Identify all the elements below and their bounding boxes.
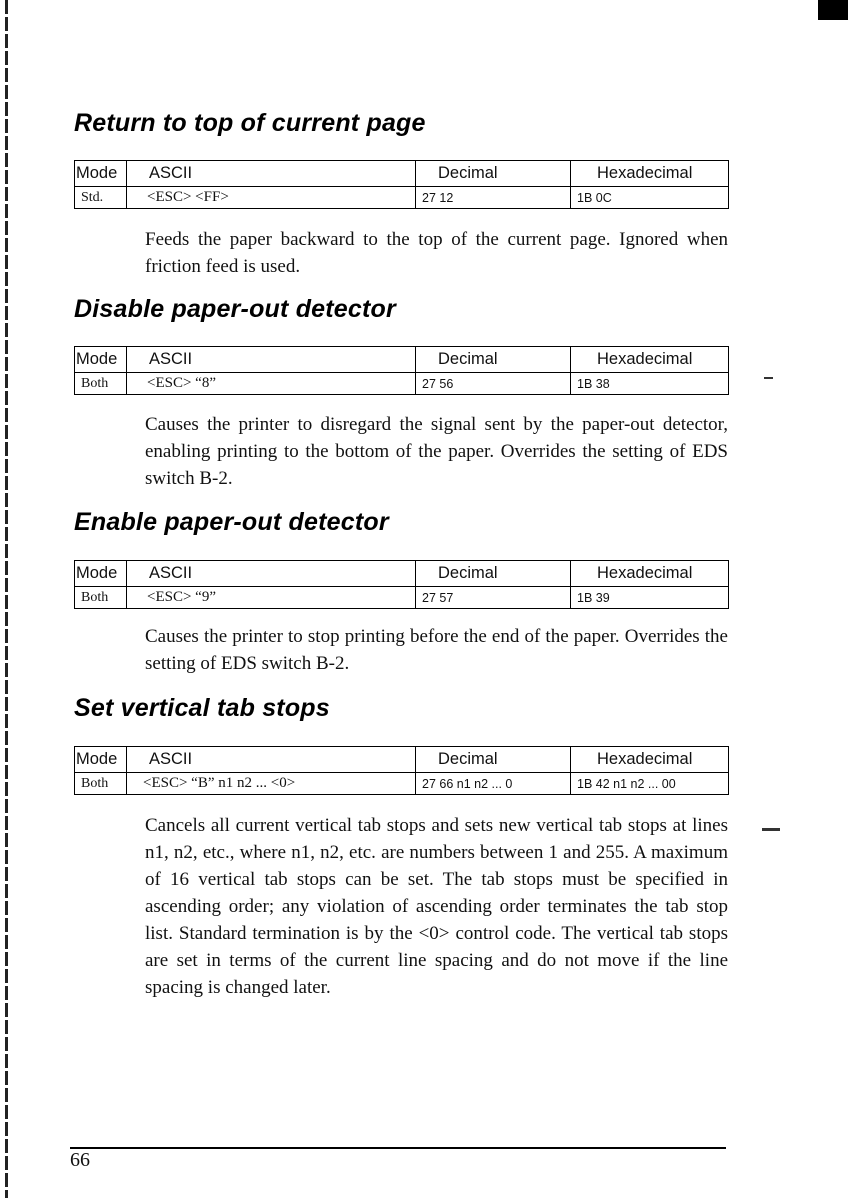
table-row: [75, 587, 729, 609]
section-set-vertical-tab-stops: [74, 691, 728, 998]
mode-cell: Both: [75, 373, 127, 395]
header-ascii: ASCII: [127, 161, 416, 187]
command-table: [74, 560, 729, 609]
header-mode: Mode: [75, 161, 127, 187]
section-title: Return to top of current page: [74, 109, 426, 137]
mode-cell: Std.: [75, 187, 127, 209]
header-ascii: ASCII: [127, 347, 416, 373]
command-table: [74, 746, 729, 795]
table-header-row: [75, 561, 729, 587]
section-title: Enable paper-out detector: [74, 508, 389, 536]
decimal-cell: 27 57: [416, 587, 571, 609]
command-table: [74, 346, 729, 395]
decimal-cell: 27 56: [416, 373, 571, 395]
header-mode: Mode: [75, 561, 127, 587]
header-decimal: Decimal: [416, 747, 571, 773]
header-hexadecimal: Hexadecimal: [571, 747, 729, 773]
command-table: [74, 160, 729, 209]
ascii-cell: <ESC> “B” n1 n2 ... <0>: [127, 773, 416, 795]
header-decimal: Decimal: [416, 561, 571, 587]
decimal-cell: 27 66 n1 n2 ... 0: [416, 773, 571, 795]
hex-cell: 1B 0C: [571, 187, 729, 209]
mode-cell: Both: [75, 587, 127, 609]
ascii-cell: <ESC> <FF>: [127, 187, 416, 209]
margin-tick: [764, 377, 773, 379]
hex-cell: 1B 39: [571, 587, 729, 609]
table-row: [75, 187, 729, 209]
header-ascii: ASCII: [127, 561, 416, 587]
hex-cell: 1B 38: [571, 373, 729, 395]
section-description: Causes the printer to disregard the signal sent by the paper-out detector, enabling printing to the bottom of the paper. Overrides the setting of EDS switch B-2.: [145, 414, 728, 489]
section-description: Feeds the paper backward to the top of the current page. Ignored when friction feed is used.: [145, 229, 728, 277]
header-hexadecimal: Hexadecimal: [571, 161, 729, 187]
table-header-row: [75, 747, 729, 773]
header-mode: Mode: [75, 347, 127, 373]
section-title: Set vertical tab stops: [74, 694, 330, 722]
table-row: [75, 373, 729, 395]
page-number: 66: [70, 1149, 90, 1171]
decimal-cell: 27 12: [416, 187, 571, 209]
footer-rule: [70, 1147, 726, 1149]
section-return-to-top: [74, 106, 728, 277]
ascii-cell: <ESC> “9”: [127, 587, 416, 609]
section-disable-paper-out: [74, 292, 728, 489]
table-header-row: [75, 161, 729, 187]
header-hexadecimal: Hexadecimal: [571, 561, 729, 587]
header-decimal: Decimal: [416, 161, 571, 187]
margin-tick: [762, 828, 780, 831]
mode-cell: Both: [75, 773, 127, 795]
table-header-row: [75, 347, 729, 373]
header-ascii: ASCII: [127, 747, 416, 773]
section-description: Causes the printer to stop printing before the end of the paper. Overrides the setting of EDS switch B-2.: [145, 626, 728, 674]
section-title: Disable paper-out detector: [74, 295, 396, 323]
header-hexadecimal: Hexadecimal: [571, 347, 729, 373]
hex-cell: 1B 42 n1 n2 ... 00: [571, 773, 729, 795]
ascii-cell: <ESC> “8”: [127, 373, 416, 395]
header-decimal: Decimal: [416, 347, 571, 373]
section-enable-paper-out: [74, 505, 728, 674]
section-description: Cancels all current vertical tab stops and sets new vertical tab stops at lines n1, n2, etc., where n1, n2, etc. are numbers between 1 and 255. A maximum of 16 vertical tab stops can be set. The tab stops must be specified in ascending order; any violation of ascending order terminates the tab stop list. Standard termination is by the <0> control code. The vertical tab stops are set in terms of the current line spacing and do not move if the line spacing is changed later.: [145, 815, 728, 998]
corner-registration-mark: [818, 0, 848, 20]
table-row: [75, 773, 729, 795]
binding-edge: [5, 0, 8, 1198]
header-mode: Mode: [75, 747, 127, 773]
